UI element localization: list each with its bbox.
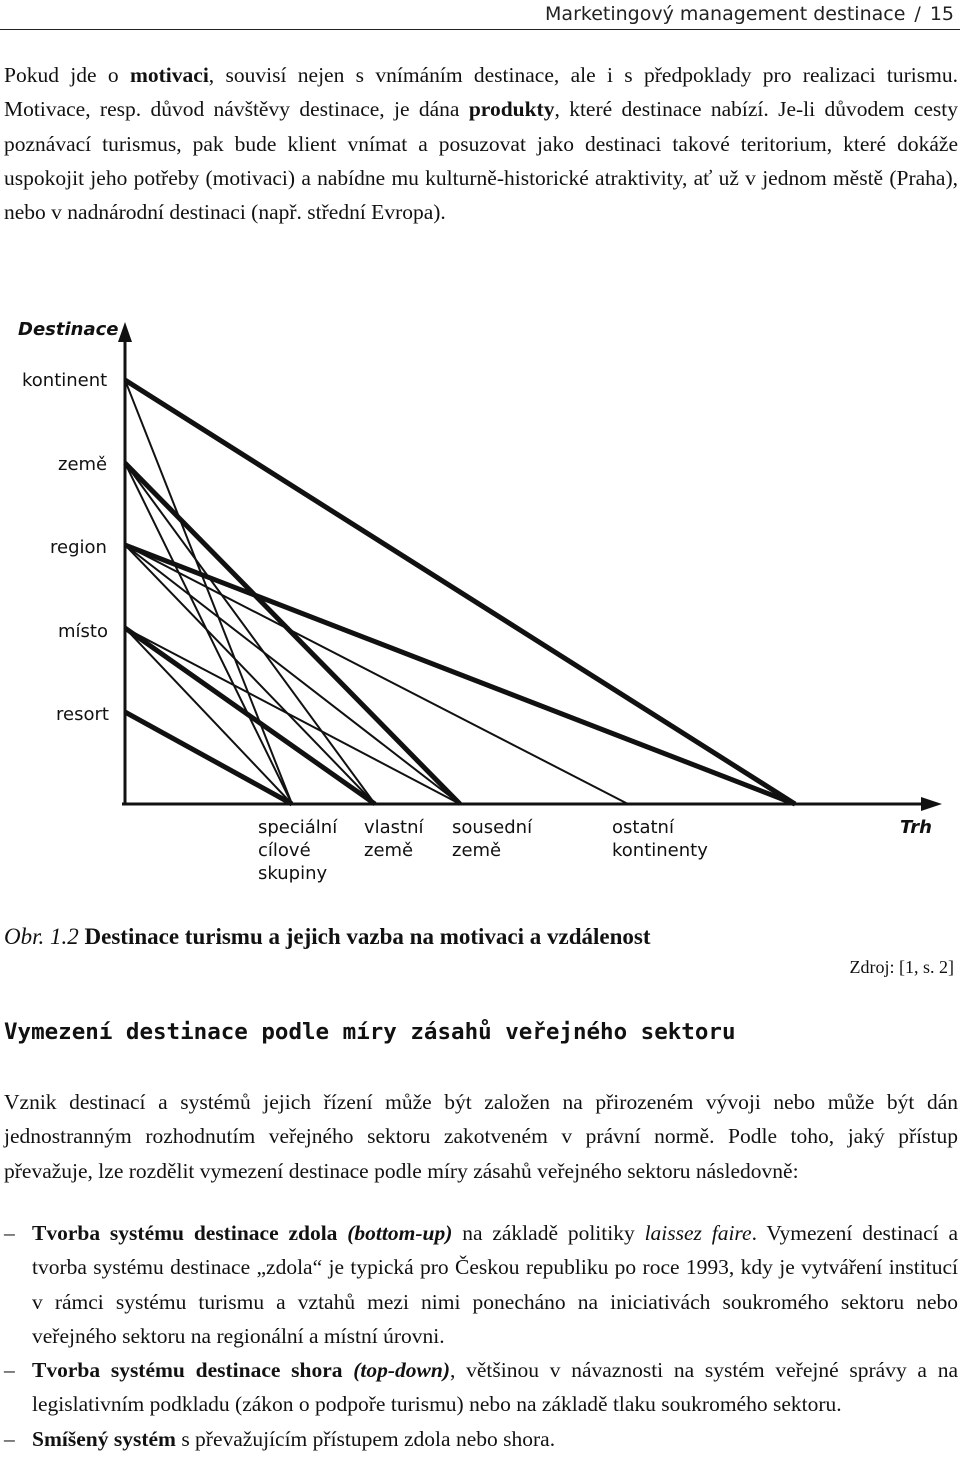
intro-paragraph — [4, 58, 958, 229]
line-region-ostatni — [125, 545, 628, 804]
page-number: 15 — [929, 3, 954, 25]
caption-number: Obr. 1.2 — [4, 924, 79, 949]
y-level-kontinent: kontinent — [22, 370, 108, 391]
intro-bold-motivace: motivaci — [129, 63, 209, 87]
x-cat-special-2: cílové — [258, 840, 311, 861]
bullet-text-2: . Vymezení destinací a tvorba systému destinace „zdola“ je typická pro Českou republiku po roce 1993, kdy je vytváření institucí v rámci systému turismu a vztahů mezi nimi ponecháno na iniciativách soukromého sektoru nebo veřejného sektoru na regionální a místní úrovni. — [32, 1221, 958, 1348]
intro-text-1: Pokud jde o — [4, 63, 130, 87]
y-level-region: region — [50, 537, 107, 558]
y-level-zeme: země — [58, 454, 108, 475]
caption-text: Destinace turismu a jejich vazba na motivaci a vzdálenost — [84, 924, 651, 949]
diagram-lines — [125, 380, 795, 804]
bullet-text: , většinou v návaznosti na systém veřejné správy a na legislativním podkladu (zákon o podpoře turismu) nebo na základě tlaku soukromého sektoru. — [32, 1358, 959, 1417]
x-cat-special-1: speciální — [258, 817, 338, 838]
bullet-bold: Smíšený systém — [32, 1426, 176, 1451]
figure-caption — [4, 920, 954, 954]
x-axis-arrow — [921, 797, 942, 811]
x-cat-neighbour-2: země — [452, 840, 502, 861]
x-axis-title: Trh — [900, 817, 932, 838]
y-level-misto: místo — [58, 621, 108, 642]
intro-text-2: , souvisí nejen s vnímáním destinace, ale i s předpoklady pro realizaci turismu. Motivace, resp. důvod návštěvy destinace, je dána — [4, 63, 958, 122]
line-region-vlastni — [125, 545, 375, 804]
x-cat-other-2: kontinenty — [612, 840, 708, 861]
running-header — [0, 0, 960, 30]
y-axis-title: Destinace — [18, 319, 119, 340]
intro-text-3: , které destinace nabízí. Je-li důvodem cesty poznávací turismus, pak bude klient vnímat a posuzovat jako destinaci takové teritorium, které dokáže uspokojit jeho potřeby (motivaci) a nabídne mu kulturně-historické atraktivity, ať už v jednom městě (Praha), nebo v nadnárodní destinaci (např. střední Evropa). — [4, 97, 958, 225]
y-level-resort: resort — [56, 704, 109, 725]
bullet-text: na základě politiky — [452, 1221, 645, 1245]
x-cat-special-3: skupiny — [258, 863, 328, 884]
x-cat-own-1: vlastní — [364, 817, 424, 838]
bullet-italic: laissez faire — [644, 1221, 752, 1245]
x-cat-other-1: ostatní — [612, 817, 674, 838]
intro-bold-produkty: produkty — [468, 97, 555, 122]
bullet-bold: Tvorba systému destinace zdola — [32, 1221, 348, 1245]
x-cat-own-2: země — [364, 840, 414, 861]
body-paragraph: Vznik destinací a systémů jejich řízení může být založen na přirozeném vývoji nebo může být dán jednostranným rozhodnutím veřejného sektoru zakotveném v právní normě. Podle toho, jaký přístup převažuje, lze rozdělit vymezení destinace podle míry zásahů veřejného sektoru následovně: — [4, 1090, 958, 1183]
bullet-bold: Tvorba systému destinace shora — [32, 1358, 354, 1383]
header-title: Marketingový management destinace — [545, 3, 906, 25]
list-item — [0, 1216, 958, 1353]
line-region-sousedni — [125, 545, 460, 804]
line-země — [125, 463, 460, 804]
bullet-bold-italic: (top-down) — [353, 1358, 451, 1383]
bullet-dash: – — [4, 1221, 15, 1245]
bullet-text: s převažujícím přístupem zdola nebo shora. — [175, 1426, 556, 1451]
list-item — [0, 1353, 958, 1422]
header-separator: / — [914, 3, 921, 25]
line-kontinent-specialni — [125, 380, 292, 804]
bullet-dash: – — [4, 1358, 15, 1383]
destination-diagram — [0, 300, 960, 900]
line-kontinent — [125, 380, 795, 804]
bullet-bold-italic: (bottom-up) — [347, 1221, 453, 1245]
bullet-dash: – — [4, 1426, 15, 1451]
line-zeme-specialni — [125, 463, 292, 804]
list-item — [0, 1422, 958, 1456]
figure-source: Zdroj: [1, s. 2] — [849, 957, 954, 977]
section-title: Vymezení destinace podle míry zásahů veřejného sektoru — [4, 1019, 736, 1045]
bullet-list — [0, 1216, 958, 1456]
y-axis-arrow — [118, 322, 132, 342]
x-cat-neighbour-1: sousední — [452, 817, 533, 838]
